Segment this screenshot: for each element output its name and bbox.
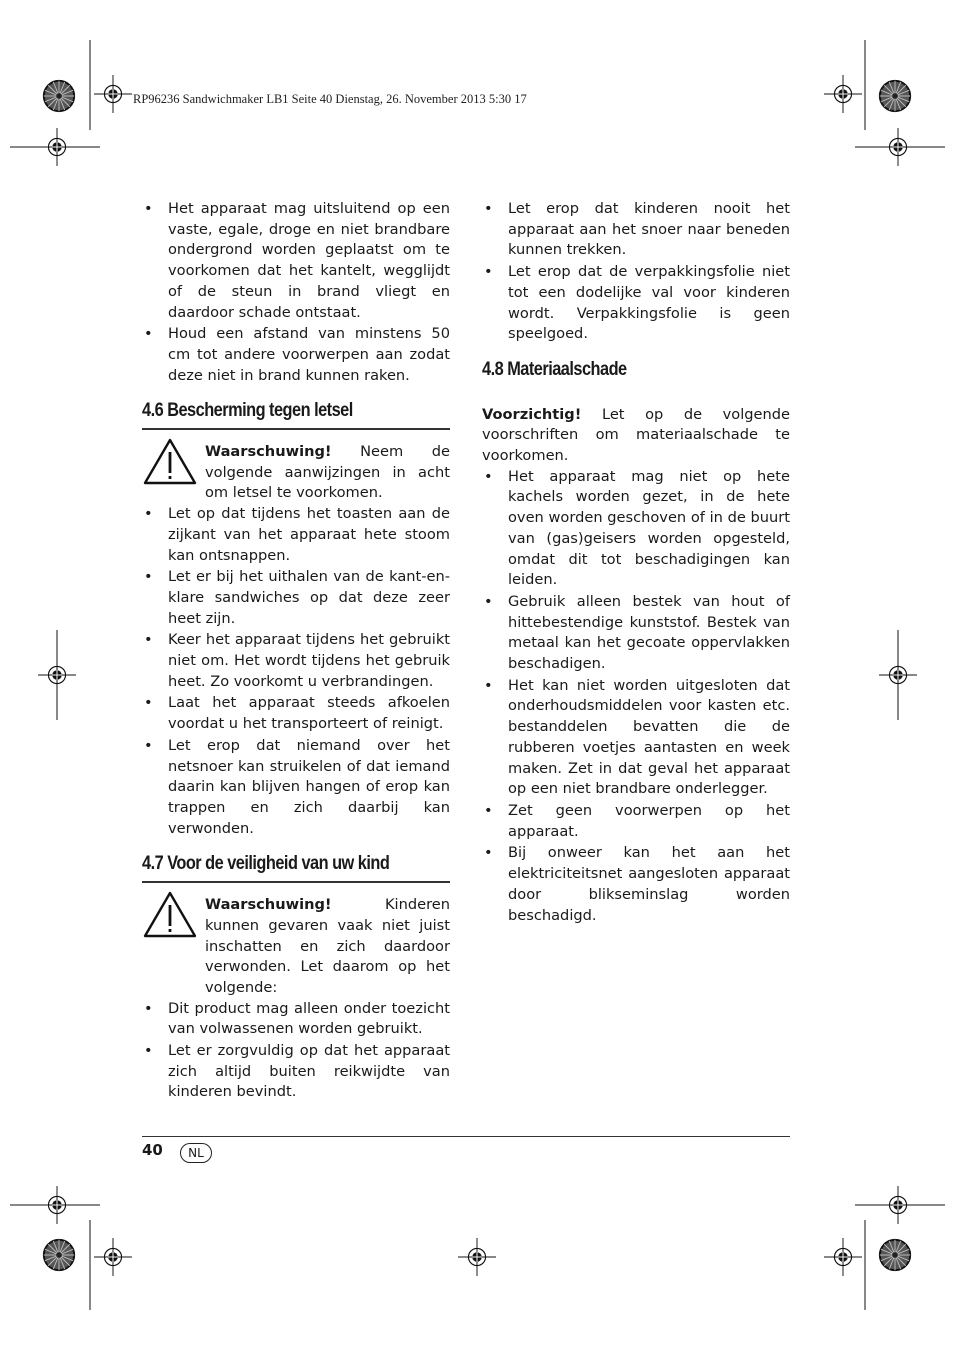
list-item: • Keer het apparaat tijdens het gebruikt niet om. Het wordt tijdens het gebruik heet. Zo voorkomt u verbrandingen. <box>142 630 450 692</box>
print-header: RP96236 Sandwichmaker LB1 Seite 40 Dienstag, 26. November 2013 5:30 17 <box>133 92 527 106</box>
list-item: • Bij onweer kan het aan het elektriciteitsnet aangesloten apparaat door blikseminslag worden beschadigd. <box>482 843 790 926</box>
registration-crosshair-icon <box>879 1186 917 1224</box>
warning-block <box>142 440 450 504</box>
left-column <box>142 199 450 1104</box>
registration-crosshair-icon <box>38 656 76 694</box>
caution-paragraph <box>482 405 790 467</box>
list-item: • Let op dat tijdens het toasten aan de zijkant van het apparaat hete stoom kan ontsnappen. <box>142 504 450 566</box>
section-title: 4.7 Voor de veiligheid van uw kind <box>142 853 390 875</box>
intro-bullet-list <box>482 199 790 345</box>
bullet-list-46 <box>142 504 450 839</box>
registration-crosshair-icon <box>824 75 862 113</box>
warning-label: Waarschuwing! <box>205 896 332 914</box>
warning-block <box>142 893 450 999</box>
section-title: 4.8 Materiaalschade <box>482 358 627 380</box>
color-starburst-icon <box>876 77 914 115</box>
list-item: • Let er zorgvuldig op dat het apparaat zich altijd buiten reikwijdte van kinderen bevindt. <box>142 1041 450 1103</box>
section-heading-47 <box>142 854 450 883</box>
registration-crosshair-icon <box>879 128 917 166</box>
bullet-list-48 <box>482 467 790 926</box>
section-heading-48 <box>482 360 790 387</box>
list-item: • Zet geen voorwerpen op het apparaat. <box>482 801 790 842</box>
right-column <box>482 199 790 927</box>
color-starburst-icon <box>40 1236 78 1274</box>
registration-crosshair-icon <box>458 1238 496 1276</box>
list-item: • Laat het apparaat steeds afkoelen voordat u het transporteert of reinigt. <box>142 693 450 734</box>
page-number: 40 <box>142 1141 163 1159</box>
registration-crosshair-icon <box>879 656 917 694</box>
color-starburst-icon <box>40 77 78 115</box>
registration-crosshair-icon <box>38 128 76 166</box>
list-item: • Het kan niet worden uitgesloten dat onderhoudsmiddelen voor kasten etc. bestanddelen bevatten die de rubberen voetjes aantasten en week maken. Zet in dat geval het apparaat op een niet brandbare onderlegger. <box>482 676 790 800</box>
color-starburst-icon <box>876 1236 914 1274</box>
list-item: • Let erop dat niemand over het netsnoer kan struikelen of dat iemand daarin kan blijven hangen of erop kan trappen en zich daarbij kan verwonden. <box>142 736 450 840</box>
registration-crosshair-icon <box>94 75 132 113</box>
warning-text: Kinderen kunnen gevaren vaak niet juist inschatten en zich daardoor verwonden. Let daarom op het volgende: <box>205 896 450 996</box>
caution-label: Voorzichtig! <box>482 405 582 423</box>
intro-bullet-list <box>142 199 450 386</box>
footer-rule <box>142 1136 790 1137</box>
bullet-list-47 <box>142 999 450 1104</box>
section-title: 4.6 Bescherming tegen letsel <box>142 400 353 422</box>
list-item: • Het apparaat mag uitsluitend op een vaste, egale, droge en niet brandbare ondergrond worden geplaatst om te voorkomen dat het kantelt, wegglijdt of de steun in brand vliegt en daardoor schade ontstaat. <box>142 199 450 323</box>
section-heading-46 <box>142 401 450 430</box>
warning-text: Neem de volgende aanwijzingen in acht om letsel te voorkomen. <box>205 443 450 502</box>
language-badge: NL <box>180 1143 212 1163</box>
list-item: • Let erop dat de verpakkingsfolie niet tot een dodelijke val voor kinderen wordt. Verpakkingsfolie is geen speelgoed. <box>482 262 790 345</box>
warning-label: Waarschuwing! <box>205 443 332 461</box>
list-item: • Gebruik alleen bestek van hout of hittebestendige kunststof. Bestek van metaal kan het gecoate oppervlakken beschadigen. <box>482 592 790 675</box>
warning-triangle-icon <box>142 890 198 940</box>
list-item: • Houd een afstand van minstens 50 cm tot andere voorwerpen aan zodat deze niet in brand kunnen raken. <box>142 324 450 386</box>
registration-crosshair-icon <box>38 1186 76 1224</box>
registration-crosshair-icon <box>94 1238 132 1276</box>
list-item: • Let erop dat kinderen nooit het apparaat aan het snoer naar beneden kunnen trekken. <box>482 199 790 261</box>
caution-text: Let op de volgende voorschriften om materiaalschade te voorkomen. <box>482 405 790 465</box>
registration-crosshair-icon <box>824 1238 862 1276</box>
list-item: • Let er bij het uithalen van de kant-en-klare sandwiches op dat deze zeer heet zijn. <box>142 567 450 629</box>
list-item: • Dit product mag alleen onder toezicht van volwassenen worden gebruikt. <box>142 999 450 1040</box>
list-item: • Het apparaat mag niet op hete kachels worden gezet, in de hete oven worden geschoven of in de buurt van (gas)geisers worden opgesteld, omdat dit tot beschadigingen kan leiden. <box>482 467 790 591</box>
warning-triangle-icon <box>142 437 198 487</box>
